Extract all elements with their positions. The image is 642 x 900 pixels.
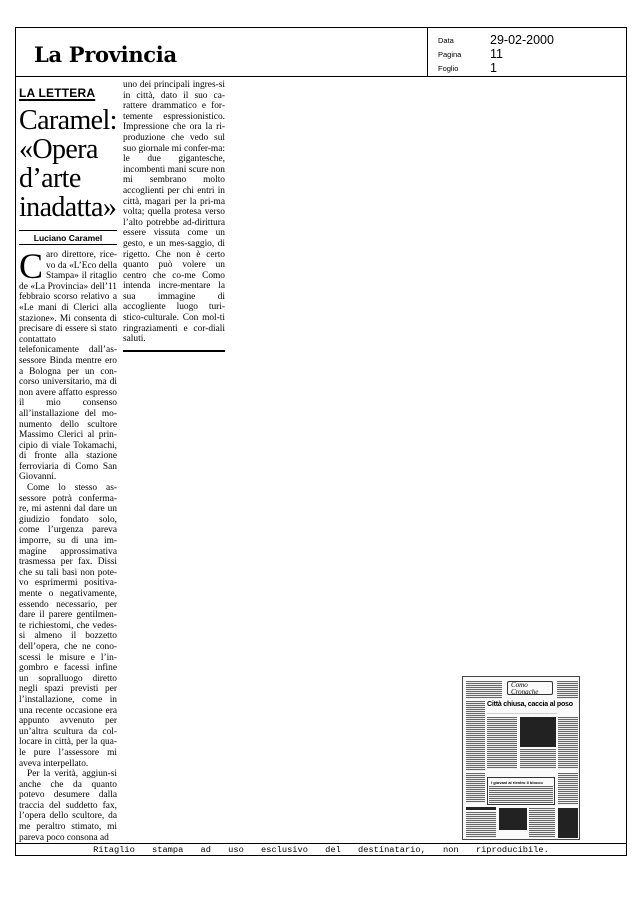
- thumbnail-text-block: [489, 786, 553, 803]
- page-label: Pagina: [438, 50, 462, 59]
- date-row: [438, 34, 618, 48]
- clipping-footer: [15, 843, 627, 856]
- thumbnail-bar: [466, 807, 496, 810]
- article-kicker: LA LETTERA: [19, 86, 96, 100]
- thumbnail-text-block: [466, 681, 502, 699]
- footer-notice: Ritaglio stampa ad uso esclusivo del destinatario, non riproducibile.: [93, 845, 549, 855]
- page-row: [438, 48, 618, 62]
- paragraph: Per la verità, aggiun-si anche che da quanto potevo desumere dalla traccia del suddetto fax, l’opera dello scultore, da me peraltro stimato, mi pareva poco consona ad: [19, 769, 117, 843]
- article-byline: Luciano Caramel: [33, 233, 103, 243]
- date-value: 29-02-2000: [490, 33, 554, 47]
- sheet-row: [438, 62, 618, 76]
- clipping-header: [15, 27, 627, 77]
- thumbnail-headline: Città chiusa, caccia al poso: [487, 701, 573, 708]
- thumbnail-text-block: [466, 701, 485, 771]
- divider: [19, 244, 117, 245]
- thumbnail-text-block: [487, 717, 517, 769]
- thumbnail-ad: [558, 808, 578, 838]
- page-thumbnail: [462, 676, 580, 840]
- article-end-rule: [123, 350, 225, 352]
- headline-line: «Opera: [19, 134, 98, 165]
- thumbnail-text-block: [466, 773, 485, 803]
- thumbnail-box-headline: I giovani al rientro il blocco: [491, 780, 543, 785]
- thumbnail-photo: [520, 717, 556, 747]
- article-body-2: [123, 80, 225, 345]
- thumbnail-logo-line: Cronache: [511, 687, 539, 696]
- thumbnail-text-block: [558, 717, 578, 769]
- paragraph-text: aro direttore, rice-vo da «L’Eco della Stampa» il ritaglio de «La Provincia» dell’11 febbraio scorso relativo a «Le mani di Clerici alla stazione». Mi consenta di precisare di essere sì stato contattato telefonicamente dall’as-sessore Binda mentre ero a Bologna per un con-corso universitario, ma di non avere affatto espresso il mio consenso all’installazione del mo-numento dello scultore Massimo Clerici al prin-cipio di viale Tokamachi, di fronte alla stazione ferroviaria di Como San Giovanni.: [19, 250, 117, 483]
- thumbnail-text-block: [558, 773, 578, 805]
- thumbnail-subtitle: ~~~~~~~~~~~~~~~~~~~~~~~~~~~~~~~~~~~~~~~~~~~: [487, 711, 558, 715]
- paragraph: uno dei principali ingres-si in città, dato il suo ca-rattere drammatico e for-temente espressionistico. Impressione che ora la ri-produzione che vedo sul suo giornale mi confer-ma: le due gigantesche, incombenti mani scure non mi sembrano molto accoglienti per chi entri in città, magari per la pri-ma volta; quella protesa verso l’alto potrebbe ad-dirittura essere vissuta come un gesto, e un mes-saggio, di rigetto. Che non è certo quanto può volere un centro che co-me Como intenda incre-mentare la sua immagine di accogliente luogo turi-stico-culturale. Con mol-ti ringraziamenti e cor-diali saluti.: [123, 80, 225, 345]
- headline-line: inadatta»: [19, 192, 117, 223]
- headline-line: Caramel:: [19, 105, 117, 136]
- page-value: 11: [490, 47, 503, 61]
- article-column-1: [19, 86, 117, 843]
- masthead: [16, 28, 428, 76]
- thumbnail-photo: [499, 808, 527, 830]
- clipping-metadata: [428, 28, 626, 76]
- paragraph: [19, 246, 117, 483]
- thumbnail-logo-line: Como: [511, 681, 528, 689]
- thumbnail-text-block: [529, 808, 555, 838]
- thumbnail-text-block: [466, 812, 496, 838]
- sheet-label: Foglio: [438, 64, 459, 73]
- drop-cap: C: [19, 246, 44, 286]
- thumbnail-text-block: [557, 681, 578, 699]
- article-column-2: [123, 80, 225, 352]
- newspaper-title: La Provincia: [34, 42, 177, 67]
- sheet-value: 1: [490, 61, 497, 75]
- article-headline: [19, 106, 117, 222]
- headline-line: d’arte: [19, 163, 81, 194]
- article-body-1: [19, 246, 117, 843]
- thumbnail-text-block: [520, 749, 556, 769]
- paragraph: Come lo stesso as-sessore potrà conferma-re, mi astenni dal dare un giudizio fondato solo, come l’urgenza pareva imporre, su di una im-magine approssimativa trasmessa per fax. Dissi che su tali basi non pote-vo esprimermi positiva-mente o negativamente, essendo necessario, per dare il parere gentilmen-te richiestomi, che vedes-si almeno il bozzetto dell’opera, che ne cono-scessi le misure e l’in-gombro e facessi infine un sopralluogo diretto negli spazi previsti per l’installazione, come in una recente occasione era appunto avvenuto per un’altra scultura da col-locare in città, per la qua-le pure l’assessore mi aveva interpellato.: [19, 483, 117, 769]
- date-label: Data: [438, 36, 454, 45]
- thumbnail-logo: [507, 681, 553, 695]
